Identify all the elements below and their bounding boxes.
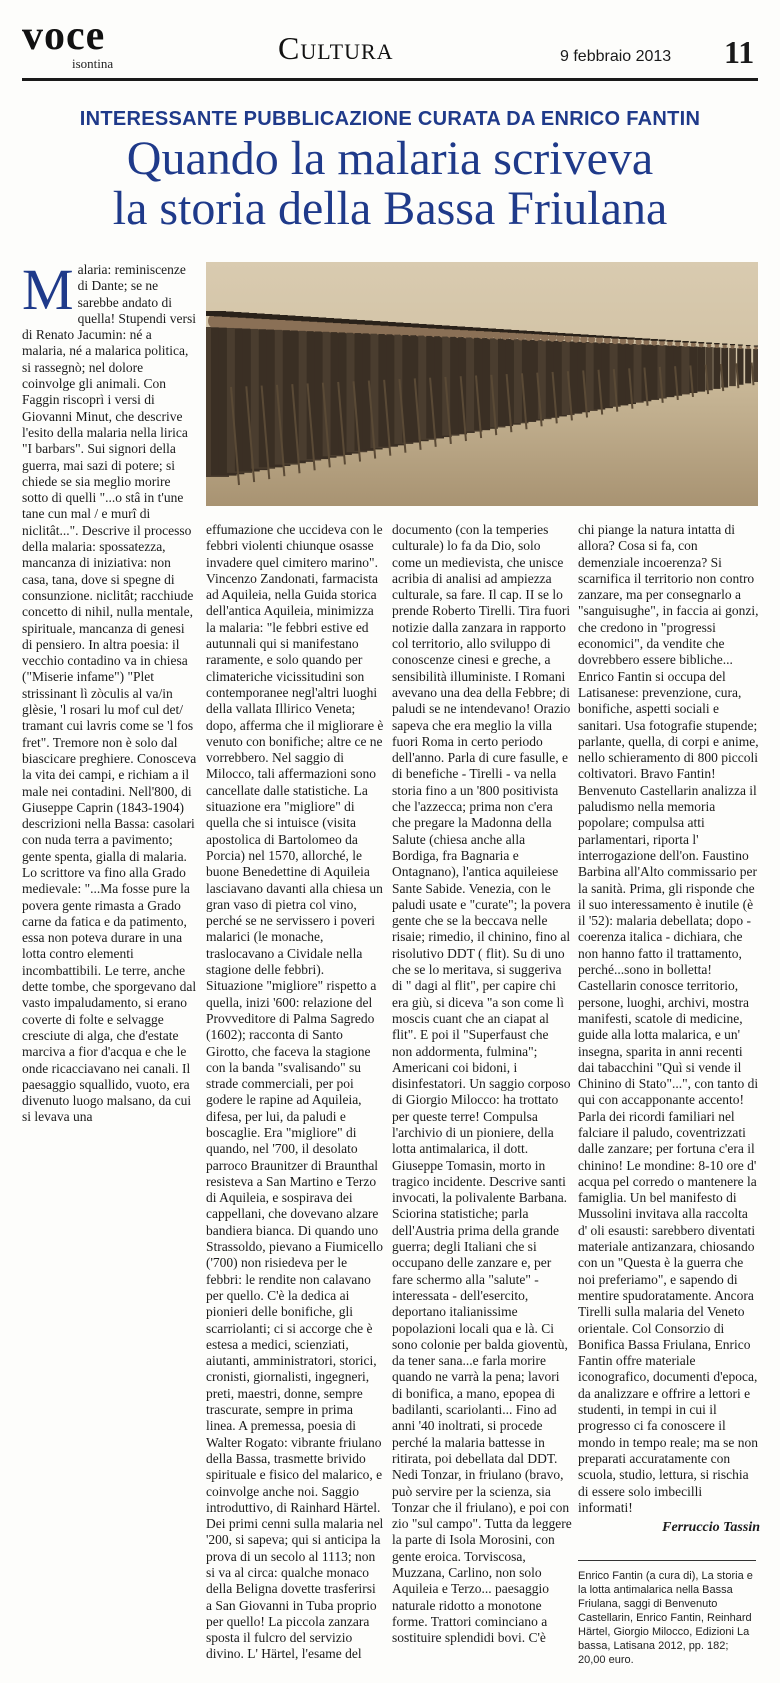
article-author: Ferruccio Tassin — [662, 1520, 760, 1536]
photo-figure — [713, 347, 720, 388]
photo-figure-hat — [730, 344, 735, 345]
headline-line-2: la storia della Bassa Friulana — [112, 182, 668, 235]
photo-figure-hat — [698, 342, 704, 343]
article-column-3 — [392, 522, 572, 1646]
headline-line-1: Quando la malaria scriveva — [126, 132, 654, 185]
photo-figure-hat — [595, 335, 604, 337]
photo-figure-hat — [754, 345, 758, 346]
photo-figure-hat — [611, 336, 619, 338]
book-caption: Enrico Fantin (a cura di), La storia e la lotta antimalarica nella Bassa Friulana, saggi di Benvenuto Castellarin, Enrico Fantin, Reinhard Härtel, Giorgio Milocco, Edizioni La bassa, Latisana 2012, pp. 182; 20,00 euro. — [578, 1560, 756, 1667]
column-1-body: alaria: reminiscenze di Dante; se ne sarebbe andato di quella! Stupendi versi di Renato Jacumin: né a malaria, né a malarica politica, si rassegnò; nel dolore coinvolge gli animali. Con Faggin riscoprì i versi di Giovanni Minut, che descrive l'esito della malaria nella lirica "I barbars". Sui signori della guerra, mai sazi di potere; si chiede se sia meglio morire sotto di quelli "...o stâ in t'une tane cun mal / e murî di niclitât...". Descrive il processo della malaria: spossatezza, mancanza di iniziativa: non casa, tana, dove si spegne di consunzione. niclitât; racchiude concetto di nihil, nulla mentale, spirituale, mancanza di genesi di pensiero. In altra poesia: il vecchio contadino va in chiesa ("Miserie infame") "Plet strissinant lì zòculis al va/in glèsie, 'l rosari lu mof cul det/ tramant cui lavris come se 'l fos fret". Tremore non è solo dal biascicare preghiere. Conosceva la vita dei campi, e richiam a il male nei contadini. Nell'800, di Giuseppe Caprin (1843-1904) descrizioni nella Bassa: casolari con nuda terra a pavimento; gente spenta, gialla di malaria. Lo scrittore va fino alla Grado medievale: "...Ma fosse pure la povera gente rimasta a Grado carne da fatica e da patimento, essa non poteva durare in una lotta contro elementi incombattibili. Le terre, anche dette tombe, che sporgevano dal vasto impaludamento, si erano coverte di folte e selvagge cresciute di alga, che d'estate marciva a fior d'acqua e che le onde ricacciavano nei canali. Il paesaggio squallido, vuoto, era divenuto luogo malsano, da cui si levava una — [22, 262, 197, 1125]
photo-figure — [697, 347, 705, 392]
masthead — [0, 0, 780, 80]
masthead-rule — [22, 78, 758, 81]
article-kicker: INTERESSANTE PUBBLICAZIONE CURATA DA ENRICO FANTIN — [79, 108, 701, 130]
photo-figure — [665, 345, 674, 397]
photo-figure-hat — [666, 340, 673, 342]
photo-figure-hat — [603, 336, 612, 338]
photo-figure-hat — [746, 345, 751, 346]
photo-figure-hat — [706, 342, 712, 343]
column-4-body: chi piange la natura intatta di allora? Cosa si fa, con demenziale incoerenza? Si scarnifica il territorio non contro zanzare, ma per consegnarlo a "sanguisughe", in faccia ai gonzi, che credono in "progressi economici", da vendite che dovrebbero essere bibliche... Enrico Fantin si occupa del Latisanese: prevenzione, cura, bonifiche, aspetti sociali e sanitari. Usa fotografie stupende; parlante, quella, di corpi e anime, nello schieramento di 800 piccoli coltivatori. Bravo Fantin! Benvenuto Castellarin analizza il paludismo nella memoria popolare; compulsa atti parlamentari, riporta l' interrogazione dell'on. Faustino Barbina all'Alto commissario per la sanità. Prima, gli risponde che il suo interessamento è inutile (è il '52): malaria debellata; dopo - coerenza italica - dichiara, che non hanno fatto il trattamento, perché...sono in bolletta! Castellarin conosce territorio, persone, luoghi, archivi, mostra manifesti, scatole di medicine, guide alla lotta malarica, e un' insegna, sparita in anni recenti dai tabacchini "Quì si vende il Chinino di Stato"...", con tanto di qui con accapponante accento! Parla dei ricordi familiari nel falciare il paludo, coventrizzati dalle zanzare; per fortuna c'era il chinino! Le mondine: 8-10 ore d' acqua pel corredo o mantenere la famiglia. Un bel manifesto di Mussolini invitava alla raccolta d' oli esausti: sarebbero diventati materiale antizanzara, chiosando con un "Questa è la guerra che noi preferiamo", e sapendo di mentire spudoratamente. Ancora Tirelli sulla malaria del Veneto orientale. Col Consorzio di Bonifica Bassa Friulana, Enrico Fantin offre materiale iconografico, documenti d'epoca, da analizzare e offrire a lettori e studenti, in tempi in cui il progresso ci fa conoscere il mondo in tempo reale; ma se non preparati accuratamente con scuola, studio, lettura, si rischia di essere solo imbecilli informati! — [578, 522, 759, 1515]
photo-figure-hat — [690, 341, 696, 343]
newspaper-logo: voce — [22, 13, 106, 59]
photo-figure-hat — [643, 338, 651, 340]
photo-illustration — [206, 262, 758, 506]
section-title: Cultura — [278, 30, 394, 66]
column-2-body: effumazione che uccideva con le febbri violenti chiunque osasse invadere quel cimitero marino". Vincenzo Zandonati, farmacista ad Aquileia, nella Guida storica dell'antica Aquileia, minimizza la malaria: "le febbri estive ed autunnali qui si manifestano raramente, e solo quando per climateriche vicissitudini son contemporanee negl'altri luoghi della vallata Illirico Veneta; dopo, afferma che il migliorare è venuto con bonifiche; altre ce ne vorrebbero. Nel saggio di Milocco, tali affermazioni sono cancellate dalle statistiche. La situazione era "migliore" di quella che si intuisce (visita apostolica di Bartolomeo da Porcia) nel 1570, allorché, le buone Benedettine di Aquileia lasciavano davanti alla chiesa un gran vaso di pietra col vino, perché se ne servissero i poveri malarici (le monache, traslocavano a Cividale nella stagione delle febbri). Situazione "migliore" rispetto a quella, inizi '600: relazione del Provveditore di Palma Sagredo (1602); racconta di Santo Girotto, che faceva la stagione con la banda "svalisando" su strade commerciali, per poi godere le rapine ad Aquileia, difesa, per lui, da paludi e boscaglie. Era "migliore" di quando, nel '700, il desolato parroco Braunitzer di Braunthal resisteva a San Martino e Terzo di Aquileia, e sospirava dei cappellani, che dovevano alzare bandiera bianca. Di quando uno Strassoldo, pievano a Fiumicello ('700) non risiedeva per le febbri: le rendite non calavano per quello. C'è la dedica ai pionieri delle bonifiche, gli scarriolanti; ci si accorge che è estesa a medici, scienziati, aiutanti, amministratori, storici, cronisti, giornalisti, ingegneri, preti, maestri, donne, sempre trascurate, sempre in prima linea. A premessa, poesia di Walter Rogato: vibrante friulano della Bassa, trasmette brivido spirituale e fisico del malarico, e coinvolge anche noi. Saggio introduttivo, di Rainhard Härtel. Dei primi cenni sulla malaria nel '200, si sapeva; qui si anticipa la prova di un secolo al 1113; non si va al circa: qualche monaco della Beligna dovette trasferirsi a San Giovanni in Tuba proprio per quello! La piccola zanzara sposta il fulcro del servizio divino. L' Härtel, l'esame del — [206, 522, 384, 1662]
photo-figure — [681, 346, 689, 394]
article-column-4 — [578, 522, 760, 1536]
dropcap: M — [22, 257, 74, 322]
issue-date: 9 febbraio 2013 — [560, 48, 672, 65]
article-photo — [206, 262, 758, 506]
photo-figure-hat — [627, 337, 635, 339]
newspaper-logo-subtitle: isontina — [72, 56, 114, 71]
photo-figure-hat — [659, 339, 666, 341]
photo-figure-hat — [651, 339, 658, 341]
photo-figure-hat — [682, 341, 688, 343]
photo-figure-hat — [738, 344, 743, 345]
photo-figure — [745, 349, 751, 384]
photo-figure-hat — [635, 338, 643, 340]
article-column-2 — [206, 522, 384, 1663]
article-column-1-text — [22, 257, 198, 1126]
photo-figure-hat — [587, 335, 596, 337]
photo-figure-hat — [619, 337, 627, 339]
photo-figure — [729, 348, 736, 386]
page-number: 11 — [724, 34, 755, 70]
article-headline — [0, 134, 780, 234]
column-3-body: documento (con la temperies culturale) lo fa da Dio, solo come un medievista, che unisce acribia di analisi ad ampiezza culturale, sa fare. Il cap. II se lo prende Roberto Tirelli. Tira fuori notizie dalla zanzara in rapporto col territorio, allo sviluppo di conoscenze cinesi e greche, a sensibilità illuministe. I Romani avevano una dea della Febbre; di paludi se ne intendevano! Orazio sapeva che era meglio la villa fuori Roma in certo periodo dell'anno. Parla di cure fasulle, e di benefiche - Tirelli - va nella storia fino a un '800 positivista che l'azzecca; prima non c'era che pregare la Madonna della Salute (chiesa anche alla Bordiga, fra Bagnaria e Ontagnano), l'antica aquileiese Sante Sabide. Venezia, con le paludi usate e "curate"; la povera gente che se la beccava nelle risaie; rimedio, il chinino, fino al risolutivo DDT ( flit). Su di uno che se lo meritava, si suggeriva di " dagi al flit", per capire chi era giù, si diceva "a son come lì moscis cuant che an ciapat al flit". E poi il "Superfaust che non addormenta, fulmina"; Americani coi bidoni, i disinfestatori. Un saggio corposo di Giorgio Milocco: ha trottato per queste terre! Compulsa l'archivio di un pioniere, della lotta antimalarica, il dott. Giuseppe Tomasin, morto in tragico incidente. Descrive santi invocati, la polivalente Barbana. Sciorina statistiche; parla dell'Austria prima della grande guerra; degli Italiani che si occupano delle zanzare e, per fare schermo alla "salute" - interessata - dell'esercito, deportano italianissime popolazioni locali qua e là. Ci sono colonie per balda gioventù, da tener sana...e farla morire quando ne varrà la pena; lavori di bonifica, a mano, epopea di badilanti, scariolanti... Fino ad anni '40 inoltrati, si procede perché la malaria battesse in ritirata, poi debellata dal DDT. Nedi Tonzar, in friulano (bravo, può servire per la scienza, sia Tonzar che il friulano), e poi con zio "sul campo". Tutta da leggere la parte di Isola Morosini, con gente eroica. Torviscosa, Muzzana, Carlino, non solo Aquileia e Terzo... paesaggio naturale ridotto a monotone forme. Trattori cominciano a sostituire splendidi bovi. C'è — [392, 522, 572, 1646]
photo-figure-hat — [674, 340, 681, 342]
photo-figure-hat — [714, 343, 720, 344]
photo-figure-hat — [722, 343, 727, 344]
photo-figure — [753, 349, 758, 382]
